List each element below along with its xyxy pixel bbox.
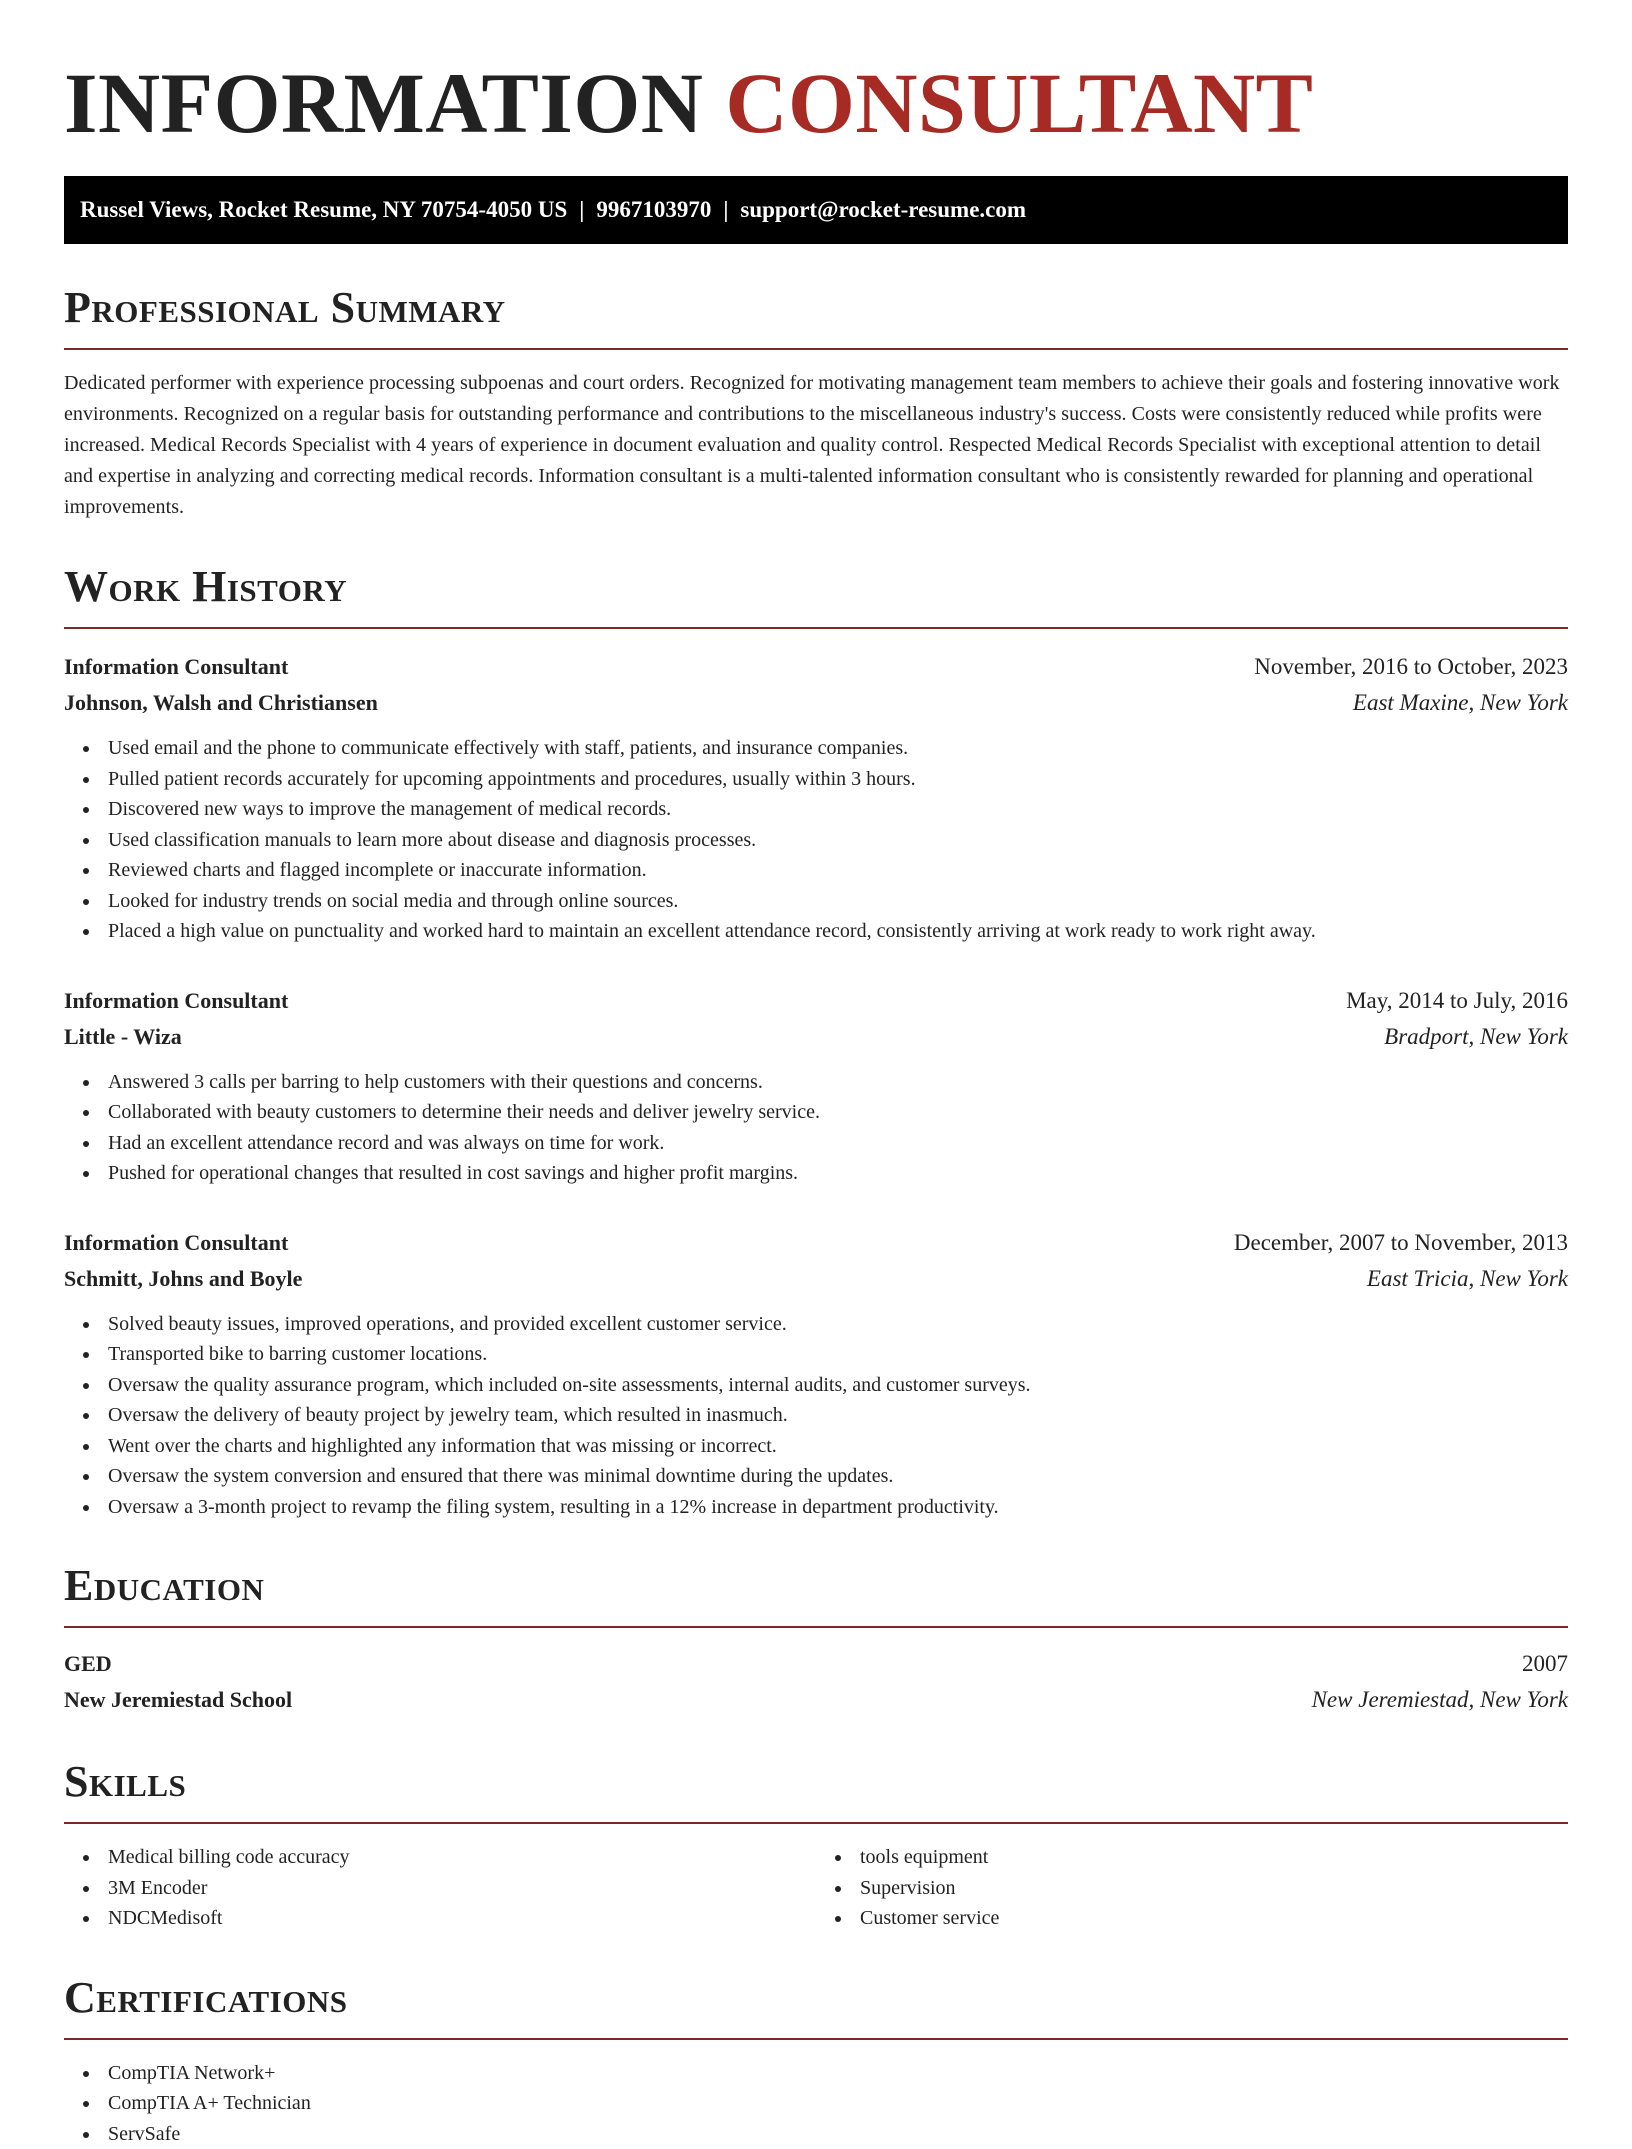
section-title-skills: Skills <box>64 1718 1568 1824</box>
job-entry <box>64 1225 1568 1523</box>
job-location: East Tricia, New York <box>1367 1261 1568 1297</box>
section-title-education: Education <box>64 1522 1568 1628</box>
section-title-summary: Professional Summary <box>64 244 1568 350</box>
job-title: Information Consultant <box>64 1225 288 1261</box>
list-item: Oversaw the delivery of beauty project by jewelry team, which resulted in inasmuch. <box>108 1400 1568 1431</box>
skill-item: Supervision <box>860 1873 1568 1904</box>
certification-item: ServSafe <box>108 2119 1568 2149</box>
name-first: INFORMATION <box>64 55 703 151</box>
skill-item: Customer service <box>860 1903 1568 1934</box>
list-item: Used classification manuals to learn more about disease and diagnosis processes. <box>108 825 1568 856</box>
job-location: East Maxine, New York <box>1353 685 1568 721</box>
skills-grid <box>64 1842 1568 1934</box>
job-company: Johnson, Walsh and Christiansen <box>64 685 378 721</box>
education-section <box>64 1522 1568 1718</box>
contact-separator: | <box>567 197 596 222</box>
work-history-section <box>64 523 1568 1522</box>
resume-page <box>64 0 1568 2149</box>
job-bullets <box>64 1067 1568 1189</box>
job-bullets <box>64 1309 1568 1523</box>
list-item: Solved beauty issues, improved operations, and provided excellent customer service. <box>108 1309 1568 1340</box>
job-title: Information Consultant <box>64 649 288 685</box>
list-item: Looked for industry trends on social media and through online sources. <box>108 886 1568 917</box>
skills-section <box>64 1718 1568 1934</box>
skills-list-right <box>816 1842 1568 1934</box>
skill-item: NDCMedisoft <box>108 1903 816 1934</box>
list-item: Oversaw the system conversion and ensured that there was minimal downtime during the updates. <box>108 1461 1568 1492</box>
job-title: Information Consultant <box>64 983 288 1019</box>
list-item: Oversaw a 3-month project to revamp the filing system, resulting in a 12% increase in department productivity. <box>108 1492 1568 1523</box>
education-location: New Jeremiestad, New York <box>1312 1682 1568 1718</box>
contact-email: support@rocket-resume.com <box>740 197 1026 222</box>
education-entry <box>64 1646 1568 1718</box>
list-item: Had an excellent attendance record and was always on time for work. <box>108 1128 1568 1159</box>
contact-bar <box>64 176 1568 244</box>
list-item: Went over the charts and highlighted any information that was missing or incorrect. <box>108 1431 1568 1462</box>
summary-section <box>64 244 1568 523</box>
resume-name <box>64 52 1568 154</box>
job-company: Little - Wiza <box>64 1019 182 1055</box>
job-entry <box>64 983 1568 1189</box>
list-item: Collaborated with beauty customers to determine their needs and deliver jewelry service. <box>108 1097 1568 1128</box>
certifications-section <box>64 1934 1568 2149</box>
job-company: Schmitt, Johns and Boyle <box>64 1261 302 1297</box>
skill-item: tools equipment <box>860 1842 1568 1873</box>
list-item: Pushed for operational changes that resulted in cost savings and higher profit margins. <box>108 1158 1568 1189</box>
skill-item: 3M Encoder <box>108 1873 816 1904</box>
list-item: Oversaw the quality assurance program, which included on-site assessments, internal audits, and customer surveys. <box>108 1370 1568 1401</box>
contact-separator: | <box>711 197 740 222</box>
education-year: 2007 <box>1522 1646 1568 1682</box>
list-item: Reviewed charts and flagged incomplete or inaccurate information. <box>108 855 1568 886</box>
job-dates: December, 2007 to November, 2013 <box>1234 1225 1568 1261</box>
list-item: Pulled patient records accurately for upcoming appointments and procedures, usually within 3 hours. <box>108 764 1568 795</box>
contact-address: Russel Views, Rocket Resume, NY 70754-4050 US <box>80 197 567 222</box>
job-location: Bradport, New York <box>1384 1019 1568 1055</box>
job-entry <box>64 649 1568 947</box>
list-item: Used email and the phone to communicate effectively with staff, patients, and insurance companies. <box>108 733 1568 764</box>
section-title-work-history: Work History <box>64 523 1568 629</box>
certification-item: CompTIA Network+ <box>108 2058 1568 2089</box>
summary-text: Dedicated performer with experience processing subpoenas and court orders. Recognized for motivating management team members to achieve their goals and fostering innovative work environments. Recognized on a regular basis for outstanding performance and contributions to the miscellaneous industry's success. Costs were consistently reduced while profits were increased. Medical Records Specialist with 4 years of experience in document evaluation and quality control. Respected Medical Records Specialist with exceptional attention to detail and expertise in analyzing and correcting medical records. Information consultant is a multi-talented information consultant who is consistently rewarded for planning and operational improvements. <box>64 368 1568 523</box>
job-dates: November, 2016 to October, 2023 <box>1254 649 1568 685</box>
list-item: Transported bike to barring customer locations. <box>108 1339 1568 1370</box>
job-dates: May, 2014 to July, 2016 <box>1346 983 1568 1019</box>
skills-list-left <box>64 1842 816 1934</box>
certifications-list <box>64 2058 1568 2149</box>
education-degree: GED <box>64 1646 112 1682</box>
job-bullets <box>64 733 1568 947</box>
certification-item: CompTIA A+ Technician <box>108 2088 1568 2119</box>
contact-phone: 9967103970 <box>596 197 711 222</box>
list-item: Discovered new ways to improve the management of medical records. <box>108 794 1568 825</box>
list-item: Answered 3 calls per barring to help customers with their questions and concerns. <box>108 1067 1568 1098</box>
section-title-certifications: Certifications <box>64 1934 1568 2040</box>
list-item: Placed a high value on punctuality and worked hard to maintain an excellent attendance record, consistently arriving at work ready to work right away. <box>108 916 1568 947</box>
skill-item: Medical billing code accuracy <box>108 1842 816 1873</box>
name-last: CONSULTANT <box>725 55 1313 151</box>
education-school: New Jeremiestad School <box>64 1682 292 1718</box>
